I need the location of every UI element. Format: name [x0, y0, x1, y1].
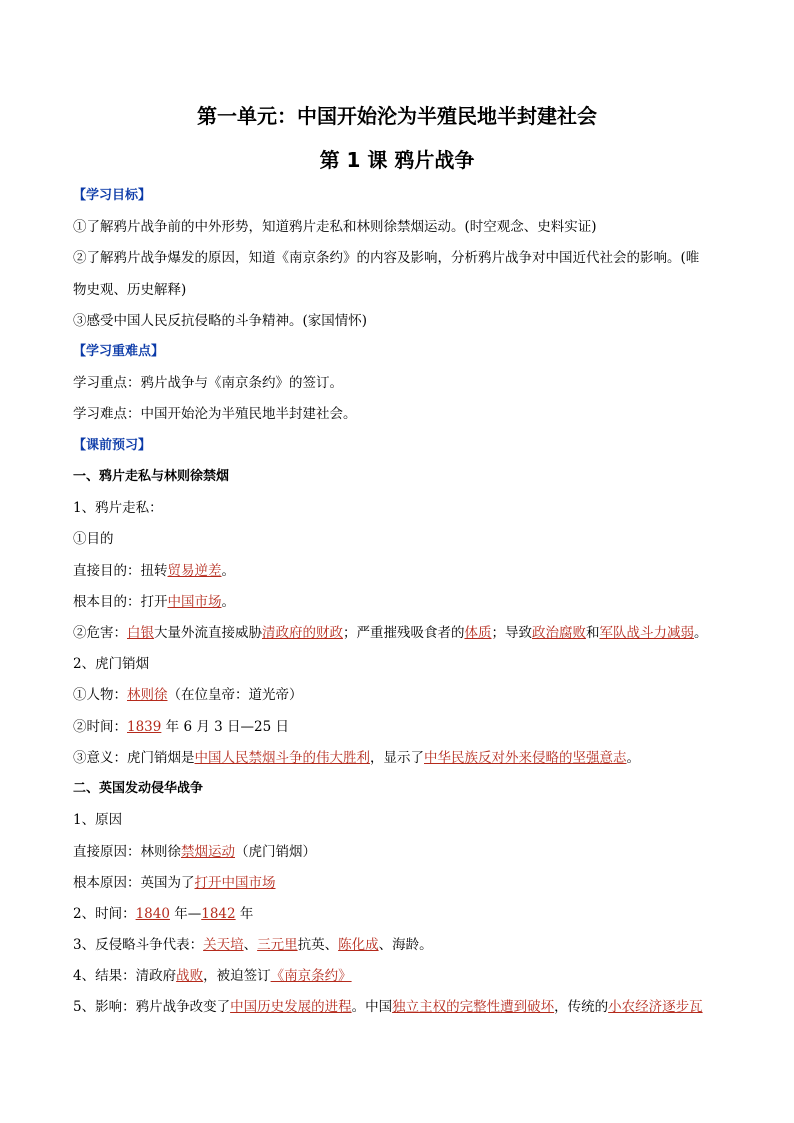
text: 3、反侵略斗争代表： [73, 937, 204, 953]
section-2-title: 二、英国发动侵华战争 [73, 781, 204, 796]
text: 年 [235, 906, 254, 922]
text: 4、结果：清政府 [73, 968, 177, 984]
text: 直接原因：林则徐 [73, 844, 181, 860]
answer-blank: 1842 [201, 906, 236, 922]
root-purpose [73, 592, 235, 612]
answer-blank: 中国市场 [167, 594, 222, 610]
direct-purpose [73, 561, 235, 581]
answer-blank: 1839 [127, 719, 162, 735]
answer-blank: 政治腐败 [532, 625, 586, 641]
goal-2: ②了解鸦片战争爆发的原因，知道《南京条约》的内容及影响，分析鸦片战争对中国近代社会的影响。(唯 [73, 250, 700, 266]
person [73, 685, 303, 705]
key-points-header: 【学习重难点】 [73, 344, 165, 359]
text: 根本目的：打开 [73, 594, 168, 610]
answer-blank: 打开中国市场 [194, 875, 276, 891]
harm [73, 623, 708, 643]
opium-smuggling: 1、鸦片走私： [73, 500, 163, 516]
text: 。中国 [351, 999, 393, 1015]
text: ，被迫签订 [203, 968, 271, 984]
text: 。 [221, 563, 235, 579]
answer-blank: 独立主权的完整性遭到破坏 [392, 999, 555, 1015]
text: 大量外流直接威胁 [154, 625, 262, 641]
cause-header: 1、原因 [73, 812, 123, 828]
root-cause [73, 873, 276, 893]
result [73, 966, 352, 986]
answer-blank: 中国历史发展的进程 [230, 999, 352, 1015]
text: ③意义：虎门销烟是 [73, 750, 195, 766]
answer-blank: 战败 [176, 968, 204, 984]
text: 根本原因：英国为了 [73, 875, 195, 891]
text: ；严重摧残吸食者的 [343, 625, 465, 641]
answer-blank: 1840 [135, 906, 170, 922]
war-time [73, 904, 253, 924]
text: ②危害： [73, 625, 127, 641]
answer-blank: 禁烟运动 [181, 844, 235, 860]
purpose-label: ①目的 [73, 531, 114, 547]
direct-cause [73, 842, 316, 862]
answer-blank: 中国人民禁烟斗争的伟大胜利 [194, 750, 370, 766]
goal-3: ③感受中国人民反抗侵略的斗争精神。(家国情怀) [73, 313, 368, 329]
goal-2-cont: 物史观、历史解释) [73, 282, 187, 298]
unit-title: 第一单元：中国开始沦为半殖民地半封建社会 [197, 104, 597, 128]
goal-1: ①了解鸦片战争前的中外形势，知道鸦片走私和林则徐禁烟运动。(时空观念、史料实证) [73, 219, 597, 235]
text: ，传统的 [554, 999, 609, 1015]
text: （虎门销烟） [235, 844, 316, 860]
key-point: 学习重点：鸦片战争与《南京条约》的签订。 [73, 375, 343, 391]
answer-blank: 白银 [127, 625, 154, 641]
answer-blank: 贸易逆差 [167, 563, 222, 579]
answer-blank: 体质 [464, 625, 492, 641]
difficult-point: 学习难点：中国开始沦为半殖民地半封建社会。 [73, 406, 357, 422]
text: 2、时间： [73, 906, 136, 922]
answer-blank: 中华民族反对外来侵略的坚强意志 [424, 750, 627, 766]
time [73, 717, 289, 737]
goals-header: 【学习目标】 [73, 188, 152, 203]
text: 年— [169, 906, 202, 922]
text: 5、影响：鸦片战争改变了 [73, 999, 231, 1015]
answer-blank: 小农经济逐步瓦 [608, 999, 703, 1015]
text: 和 [586, 625, 600, 641]
answer-blank: 三元里 [257, 937, 298, 953]
lesson-title: 第 1 课 鸦片战争 [319, 148, 475, 172]
text: 、 [243, 937, 258, 953]
answer-blank: 军队战斗力减弱 [599, 625, 694, 641]
text: （在位皇帝：道光帝） [167, 687, 303, 703]
text: 。 [694, 625, 708, 641]
text: 。 [221, 594, 235, 610]
text: ，显示了 [370, 750, 424, 766]
answer-blank: 清政府的财政 [262, 625, 343, 641]
preview-header: 【课前预习】 [73, 438, 152, 453]
text: 直接目的：扭转 [73, 563, 168, 579]
text: ；导致 [491, 625, 532, 641]
text: 抗英、 [297, 937, 339, 953]
answer-blank: 《南京条约》 [270, 968, 352, 984]
humen-header: 2、虎门销烟 [73, 656, 150, 672]
text: 年 6 月 3 日—25 日 [161, 719, 289, 735]
answer-blank: 林则徐 [127, 687, 168, 703]
answer-blank: 关天培 [203, 937, 244, 953]
text: ②时间： [73, 719, 127, 735]
answer-blank: 陈化成 [338, 937, 379, 953]
resistance-representatives [73, 935, 433, 955]
text: ①人物： [73, 687, 127, 703]
text: 。 [626, 750, 640, 766]
significance [73, 748, 640, 768]
influence [73, 997, 703, 1017]
text: 、海龄。 [378, 937, 433, 953]
section-1-title: 一、鸦片走私与林则徐禁烟 [73, 469, 230, 484]
